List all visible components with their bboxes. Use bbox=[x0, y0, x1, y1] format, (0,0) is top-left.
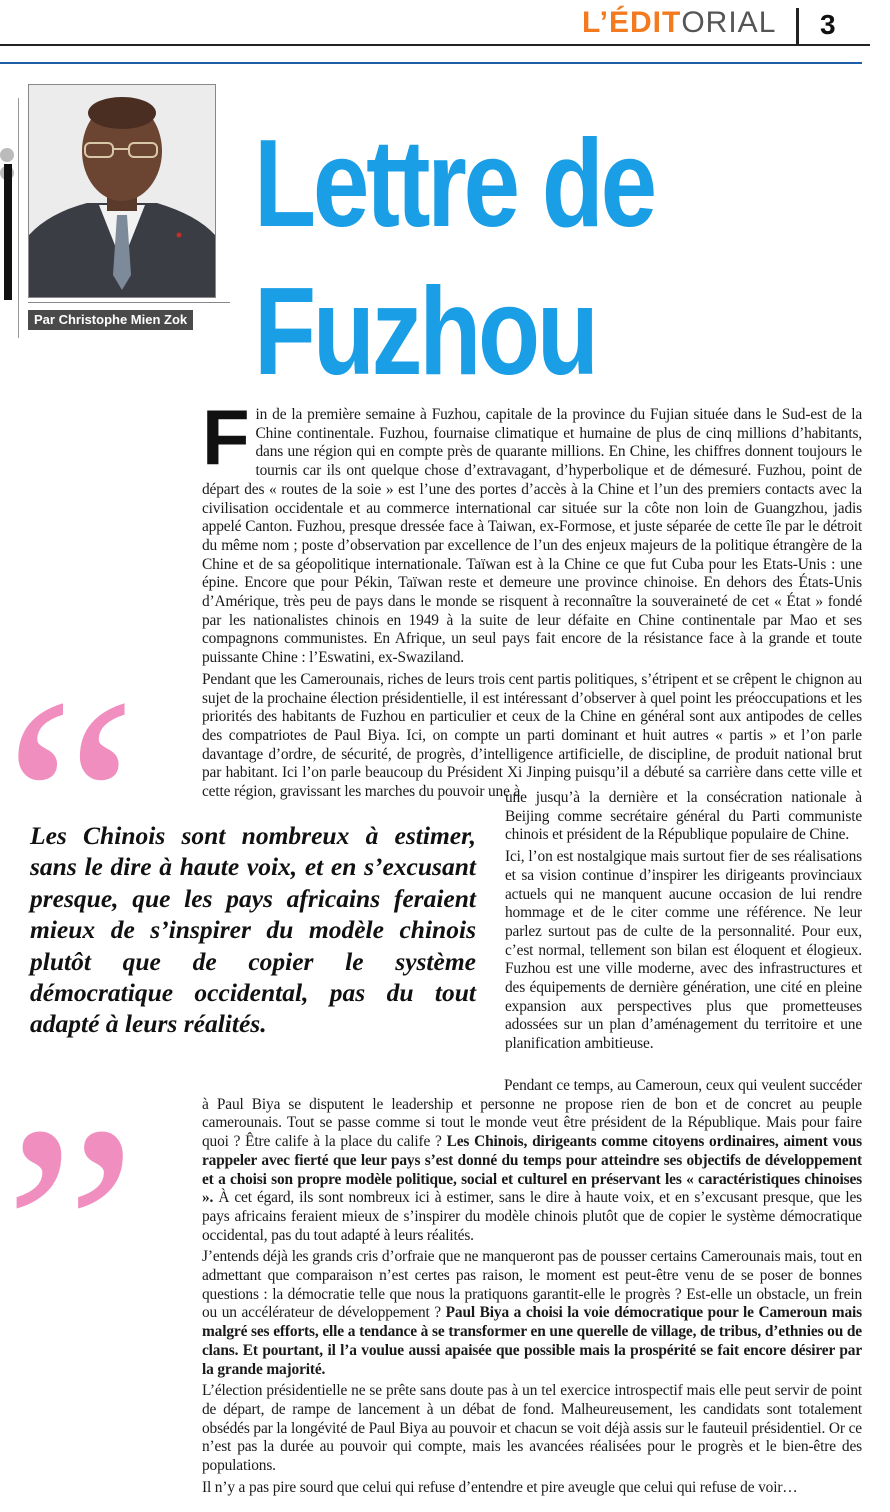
header-rule bbox=[0, 44, 870, 46]
headline-line-2: Fuzhou bbox=[254, 263, 596, 401]
article-paragraph bbox=[202, 1077, 862, 1245]
paragraph-text: Pendant ce temps, au Cameroun, ceux qui veulent succéder à Paul Biya se disputent le leadership et personne ne propose rien de bon et de concret au peuple camerounais. Tout se passe comme si tout le monde veut être président de la République. Mais pour faire quoi ? Être calife à la place du calife ? bbox=[202, 1077, 862, 1151]
section-title-rest: ORIAL bbox=[681, 6, 777, 39]
page-number: 3 bbox=[820, 9, 836, 40]
article-column-top bbox=[202, 393, 862, 805]
quote-open-icon: “ bbox=[4, 636, 138, 968]
paragraph-bold-text: Les Chinois, dirigeants comme citoyens ordinaires, aiment vous rappeler avec fierté que leur pays s’est donné du temps pour atteindre ses objectifs de développement et a choisi son propre modèle politique, social et culturel en préservant les « caractéristiques chinoises ». bbox=[202, 1133, 862, 1207]
article-paragraph: une jusqu’à la dernière et la consécration nationale à Beijing comme secrétaire général du Parti communiste chinois et président de la République populaire de Chine. bbox=[505, 789, 862, 844]
page-header bbox=[0, 0, 890, 48]
blue-divider bbox=[0, 62, 862, 64]
photo-rule bbox=[28, 302, 230, 303]
article-paragraph bbox=[202, 1248, 862, 1379]
page-title bbox=[254, 110, 746, 406]
header-separator bbox=[796, 8, 799, 44]
article-paragraph: Ici, l’on est nostalgique mais surtout fier de ses réalisations et sa vision continue d’inspirer les dirigeants provinciaux actuels qui ne manquent aucune occasion de lui rendre hommage et de le citer comme une référence. Ne leur parlez surtout pas de culte de la personnalité. Pour eux, c’est normal, tellement son bilan est éloquent et élogieux. Fuzhou est une ville moderne, avec des infrastructures et des équipements de dernière génération, une cité en pleine expansion aux perspectives plus que prometteuses adossées sur un plan d’aménagement du territoire et une planification ambitieuse. bbox=[505, 848, 862, 1053]
paragraph-text: À cet égard, ils sont nombreux ici à estimer, sans le dire à haute voix, et en s’excusant presque, que les pays africains feraient mieux de s’inspirer du modèle chinois plutôt que de copier le système démocratique occidental, pas du tout adapté à leurs réalités. bbox=[202, 1189, 862, 1244]
quote-close-icon: ” bbox=[4, 1064, 138, 1396]
article-paragraph: Pendant que les Camerounais, riches de leurs trois cent partis politiques, s’étripent et se crêpent le chignon au sujet de la prochaine élection présidentielle, il est intéressant d’observer à quel point les préoccupations et les priorités des habitants de Fuzhou en particulier et ceux de la Chine en général sont aux antipodes de celles des compatriotes de Paul Biya. Ici, on compte un parti dominant et huit autres « partis » et l’on parle davantage d’ordre, de sécurité, de progrès, d’intelligence artificielle, de discipline, de produit national brut par habitant. Ici l’on parle beaucoup du Président Xi Jinping puisqu’il a débuté sa carrière dans cette ville et cette région, gravissant les marches du pouvoir une à bbox=[202, 670, 862, 801]
article-column-bottom bbox=[202, 1077, 862, 1500]
section-title bbox=[582, 6, 776, 40]
author-photo bbox=[28, 84, 216, 298]
side-bar bbox=[4, 164, 12, 300]
article-column-right bbox=[505, 789, 862, 1057]
side-line bbox=[18, 98, 19, 338]
side-dot bbox=[0, 148, 14, 162]
headline-line-1: Lettre de bbox=[254, 115, 654, 253]
paragraph-text: J’entends déjà les grands cris d’orfraie que ne manqueront pas de pousser certains Camerounais mais, tout en admettant que comparaison n’est certes pas raison, le moment est peut-être venu de se poser de bonnes questions : la démocratie telle que nous la pratiquons garantit-elle le progrès ? Est-elle un obstacle, un frein ou un accélérateur de développement ? bbox=[202, 1248, 862, 1322]
article-paragraph bbox=[202, 393, 862, 668]
drop-cap: F bbox=[202, 393, 250, 481]
article-paragraph: Il n’y a pas pire sourd que celui qui refuse d’entendre et pire aveugle que celui qui refuse de voir… bbox=[202, 1478, 798, 1496]
paragraph-text: in de la première semaine à Fuzhou, capitale de la province du Fujian située dans le Sud-est de la Chine continentale. Fuzhou, fournaise climatique et humaine de plus de cinq millions d’habitants, dans une région qui en compte près de quarante millions. En Chine, les chiffres donnent toujours le tournis car ils ont quelque chose d’extravagant, d’hyperbolique et de démesuré. Fuzhou, point de départ des « routes de la soie » est l’une des portes d’accès à la Chine et l’un des premiers contacts avec la civilisation occidentale et au commerce international car située sur la côte non loin de Guangzhou, jadis appelé Canton. Fuzhou, presque dressée face à Taiwan, ex-Formose, et juste séparée de cette île par le détroit du même nom ; poste d’observation par excellence de l’un des enjeux majeurs de la politique étrangère de la Chine et de sa géopolitique internationale. Taïwan est à la Chine ce que fut Cuba pour les Etats-Unis : une épine. Encore que pour Pékin, Taïwan reste et demeure une province chinoise. En dehors des États-Unis d’Amérique, très peu de pays dans le monde se risquent à reconnaître la souveraineté de cet « État » fondé par les nationalistes chinois en 1949 à la suite de leur défaite en Chine continentale par Mao et ses compagnons communistes. En Afrique, un seul pays fait encore de la résistance face à la grande et toute puissante Chine : l’Eswatini, ex-Swaziland. bbox=[202, 406, 862, 667]
pull-quote: Les Chinois sont nombreux à estimer, sans le dire à haute voix, et en s’excusant presque, que les pays africains feraient mieux de s’inspirer du modèle chinois plutôt que de copier le système démocratique occidental, pas du tout adapté à leurs réalités. bbox=[30, 821, 476, 1039]
paragraph-bold-text: Paul Biya a choisi la voie démocratique pour le Cameroun mais malgré ses efforts, elle a tendance à se transformer en une querelle de village, de tribus, d’ethnies ou de clans. Et pourtant, il l’a voulue aussi apaisée que possible mais la prospérité se fait encore désirer par la grande majorité. bbox=[202, 1304, 862, 1378]
section-title-accent: L’ÉDIT bbox=[582, 6, 682, 39]
author-portrait-icon bbox=[29, 85, 215, 297]
author-byline: Par Christophe Mien Zok bbox=[28, 310, 193, 330]
article-paragraph: L’élection présidentielle ne se prête sans doute pas à un tel exercice introspectif mais elle peut servir de point de départ, de rampe de lancement à un débat de fond. Malheureusement, les candidats sont totalement obsédés par la longévité de Paul Biya au pouvoir et chacun se voit déjà assis sur le fauteuil présidentiel. Or ce n’est pas la durée au pouvoir qui compte, mais les avancées réalisées pour le progrès et le bien-être des populations. bbox=[202, 1382, 862, 1475]
